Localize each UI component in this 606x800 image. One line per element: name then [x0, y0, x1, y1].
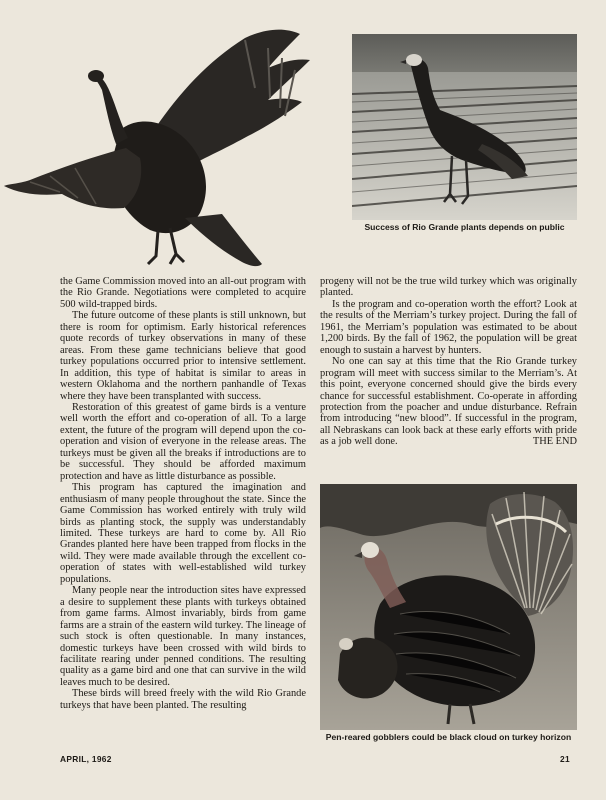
field-turkey-photo — [352, 34, 577, 220]
gobblers-photo — [320, 484, 577, 730]
article-left-column — [60, 276, 306, 711]
paragraph: the Game Commission moved into an all-out program with the Rio Grande. Negotiations were completed to acquire 500 wild-trapped birds. — [60, 276, 306, 310]
paragraph: These birds will breed freely with the wild Rio Grande turkeys that have been planted. The resulting — [60, 688, 306, 711]
article-right-column — [320, 276, 577, 448]
paragraph: Is the program and co-operation worth the effort? Look at the results of the Merriam’s turkey project. During the fall of 1961, the Merriam’s population was estimated to be about 1,200 birds. By the fall of 1962, the population will be great enough to sustain a harvest by hunters. — [320, 298, 577, 356]
paragraph: This program has captured the imagination and enthusiasm of many people throughout the state. Since the Game Commission has worked entirely with truly wild birds as planting stock, the supply was understandably limited. These turkeys are hard to come by. All Rio Grandes planted here have been trapped from flocks in the wild. They were made available through the excellent co-operation of states with well-established wild turkey populations. — [60, 482, 306, 585]
paragraph: The future outcome of these plants is still unknown, but there is room for optimism. Early historical references quote records of turkey observations in many of these areas. From these game technicians believe that good turkey populations occurred prior to intensive settlement. In addition, this type of habitat is similar to areas in western Oklahoma and the northern panhandle of Texas where they have been transplanted with success. — [60, 310, 306, 402]
issue-date: APRIL, 1962 — [60, 754, 112, 764]
page-number: 21 — [560, 754, 570, 764]
the-end-marker: THE END — [532, 436, 577, 448]
field-photo-caption: Success of Rio Grande plants depends on public — [364, 222, 565, 232]
paragraph: progeny will not be the true wild turkey which was originally planted. — [320, 276, 577, 299]
gobblers-photo-caption: Pen-reared gobblers could be black cloud on turkey horizon — [325, 732, 572, 742]
paragraph: Many people near the introduction sites have expressed a desire to supplement these plants with turkeys obtained from game farms. Almost invariably, birds from game farms are a strain of the eastern wild turkey. The lineage of such stock is often questionable. In many instances, domestic turkeys have been crossed with wild birds to facilitate rearing under penned conditions. The resulting quality as a game bird and one that can survive in the wild leaves much to be desired. — [60, 585, 306, 688]
paragraph-last — [320, 356, 577, 448]
paragraph-text: No one can say at this time that the Rio Grande turkey program will meet with success similar to the Merriam’s. At this point, everyone concerned should give the birds every chance for successful establishment. Co-operate in affording protection from the poacher and undue disturbance. Refrain from introducing “new blood”. If successful in the program, all Nebraskans can look back at these early efforts with pride as a job well done. — [320, 356, 577, 448]
flying-turkey-photo — [0, 18, 348, 270]
paragraph: Restoration of this greatest of game birds is a venture well worth the effort and co-operation of all. To a large extent, the future of the program will depend upon the co-operation and vision of everyone in the release areas. The turkeys must be given all the breaks if introductions are to be successful. They should be afforded maximum protection and have as little disturbance as possible. — [60, 401, 306, 482]
